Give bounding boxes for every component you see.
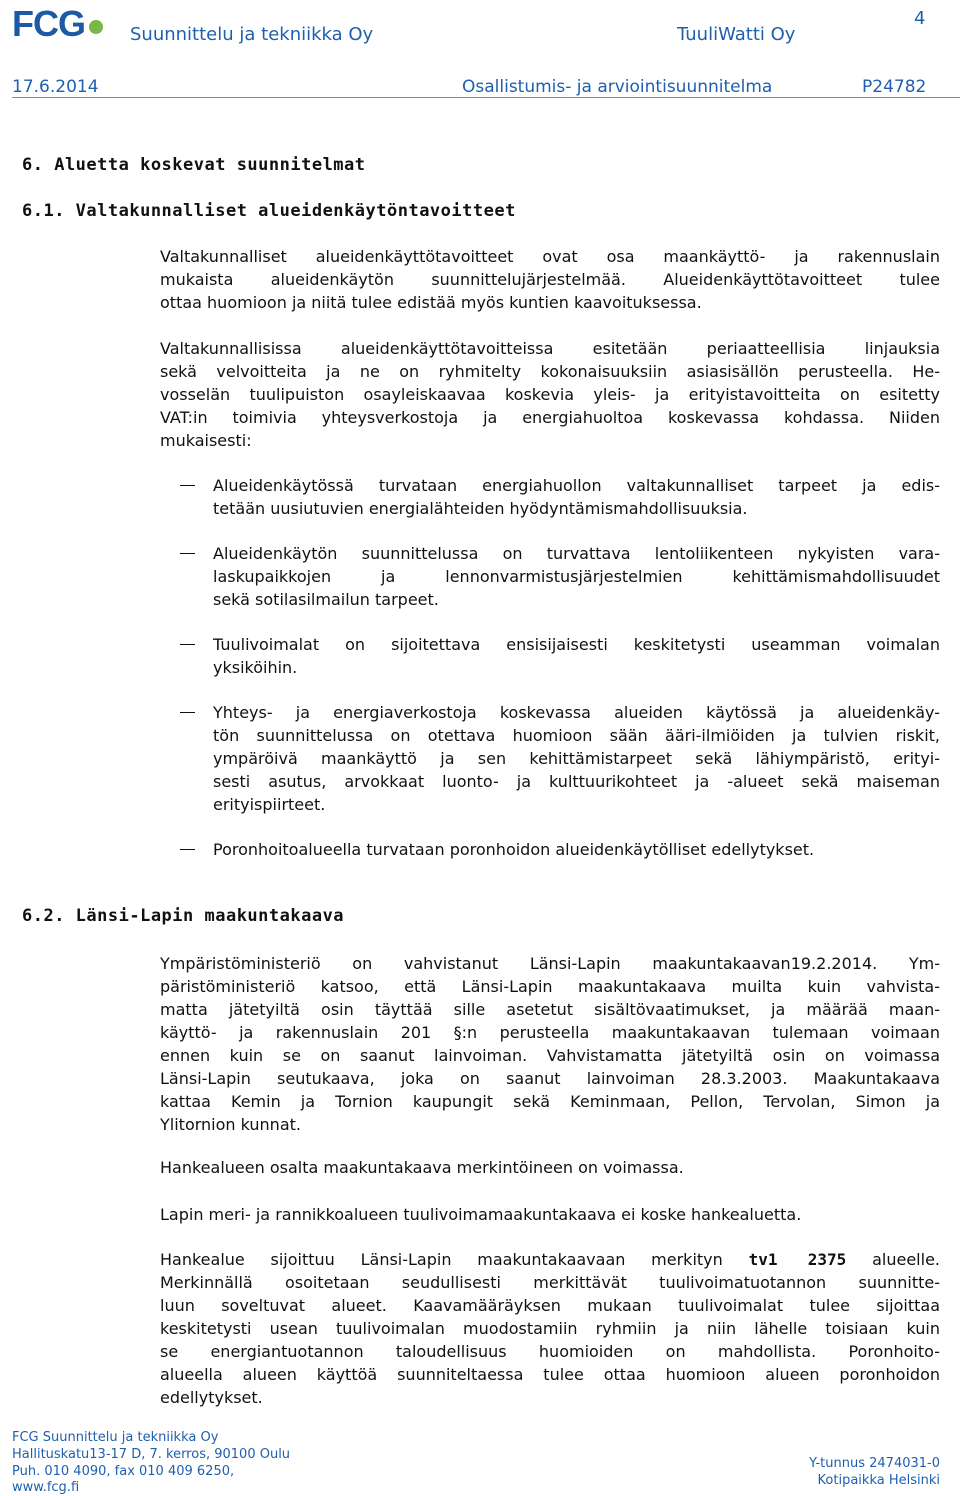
subsection-heading-6-2: 6.2. Länsi-Lapin maakuntakaava — [22, 906, 345, 926]
dash-bullet-icon — [180, 644, 195, 645]
paragraph-vat-intro: Valtakunnalliset alueidenkäyttötavoitteet ovat osa maankäyttö- ja rakennuslain mukaista alueidenkäytön suunnittelujärjestelmää. Alueidenkäyttötavoitteet tulee ottaa huomioon ja niitä tulee edistää myös kuntien kaavoituksessa. — [160, 247, 940, 312]
header-client: TuuliWatti Oy — [677, 24, 796, 45]
footer-web-link[interactable]: www.fcg.fi — [12, 1480, 80, 1495]
paragraph-vat-details: Valtakunnallisissa alueidenkäyttötavoitteissa esitetään periaatteellisia linjauksia sekä velvoitteita ja ne on ryhmitelty kokonaisuuksiin asiasisällön perusteella. He- vosselän tuulipuiston osayleiskaavaa koskevia yleis- ja erityistavoitteita on esitetty VAT:in toimivia yhteysverkostoja ja energiahuoltoa koskevassa kohdassa. Niiden mukaisesti: — [160, 339, 940, 450]
dash-bullet-icon — [180, 485, 195, 486]
header-date: 17.6.2014 — [12, 77, 99, 97]
section-heading: 6. Aluetta koskevat suunnitelmat — [22, 155, 366, 175]
footer-address: Hallituskatu13-17 D, 7. kerros, 90100 Oulu — [12, 1447, 291, 1462]
page-number: 4 — [914, 8, 926, 29]
paragraph-voimassa: Hankealueen osalta maakuntakaava merkintöineen on voimassa. — [160, 1158, 684, 1177]
fcg-logo: FCG — [12, 4, 103, 44]
footer-business-id: Y-tunnus 2474031-0 — [809, 1456, 940, 1471]
paragraph-tv1-area: Hankealue sijoittuu Länsi-Lapin maakuntakaavaan merkityn tv1 2375 alueelle. Merkinnällä osoitetaan seudullisesti merkittävät tuulivoimatuotannon suunnitte- luun soveltuvat alueet. Kaavamääräyksen mukaan tuulivoimalat tulee sijoittaa keskitetysti usean tuulivoimalan muodostamiin ryhmiin ja niin lähelle toisiaan kuin se energiantuotannon taloudellisuus huomioiden on mahdollista. Poronhoito- alueella alueen käyttöä suunniteltaessa tulee ottaa huomioon alueen poronhoidon edellytykset. — [160, 1250, 941, 1407]
paragraph-tuulivoimakaava: Lapin meri- ja rannikkoalueen tuulivoimamaakuntakaava ei koske hankealuetta. — [160, 1205, 802, 1224]
footer-domicile: Kotipaikka Helsinki — [817, 1473, 940, 1488]
dash-bullet-icon — [180, 849, 195, 850]
paragraph-maakuntakaava: Ympäristöministeriö on vahvistanut Länsi-Lapin maakuntakaavan19.2.2014. Ym- päristöministeriö katsoo, että Länsi-Lapin maakuntakaava muilta kuin vahvista- matta jätetyiltä osin täyttää sille asetetut sisältövaatimukset, ja määrää maan- käyttö- ja rakennuslain 201 §:n perusteella maakuntakaavan tulemaan voimaan ennen kuin se on saanut lainvoiman. Vahvistamatta jätetyiltä osin on voimassa Länsi-Lapin seutukaava, joka on saanut lainvoiman 28.3.2003. Maakuntakaava kattaa Kemin ja Tornion kaupungit sekä Keminmaan, Pellon, Tervolan, Simon ja Ylitornion kunnat. — [160, 954, 940, 1134]
header-project-code: P24782 — [862, 77, 927, 97]
zone-code: tv1 2375 — [748, 1250, 847, 1269]
dash-bullet-icon — [180, 553, 195, 554]
subsection-heading-6-1: 6.1. Valtakunnalliset alueidenkäytöntavoitteet — [22, 201, 516, 221]
header-divider — [12, 97, 960, 98]
footer-phone: Puh. 010 4090, fax 010 409 6250, — [12, 1464, 235, 1479]
logo-green-dot — [89, 20, 103, 34]
header-company: Suunnittelu ja tekniikka Oy — [130, 24, 374, 45]
footer-company: FCG Suunnittelu ja tekniikka Oy — [12, 1430, 219, 1445]
dash-bullet-icon — [180, 712, 195, 713]
header-doc-title: Osallistumis- ja arviointisuunnitelma — [462, 77, 773, 97]
